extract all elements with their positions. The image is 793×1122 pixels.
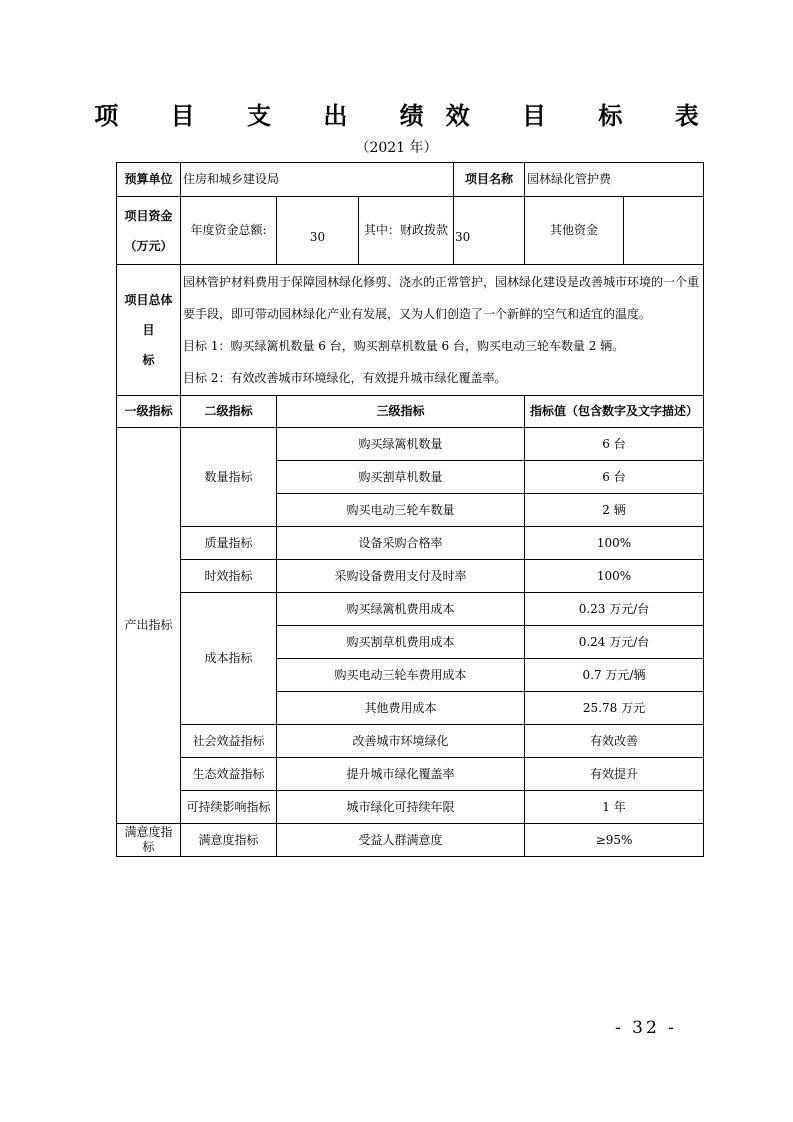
indicator-cell: 购买割草机费用成本 [277,626,525,659]
overall-goal-label-line2: 标 [142,353,155,367]
indicator-cell: 其他费用成本 [277,692,525,725]
group-satisfaction-l1: 满意度指标 [117,824,181,857]
indicator-cell: 采购设备费用支付及时率 [277,560,525,593]
table-row [117,428,704,461]
indicator-cell: 购买绿篱机费用成本 [277,593,525,626]
col-header-level2: 二级指标 [181,396,277,428]
unit-row [117,163,704,197]
performance-target-table [116,162,704,857]
goal-paragraph: 目标 2：有效改善城市环境绿化，有效提升城市绿化覆盖率。 [183,371,507,385]
funds-row [117,197,704,265]
group-social: 社会效益指标 [181,725,277,758]
annual-total-label: 年度资金总额: [181,197,277,265]
indicator-cell: 改善城市环境绿化 [277,725,525,758]
group-sustain: 可持续影响指标 [181,791,277,824]
value-cell: 6 台 [525,461,704,494]
indicator-cell: 购买电动三轮车费用成本 [277,659,525,692]
indicator-cell: 提升城市绿化覆盖率 [277,758,525,791]
other-funds-value [624,197,704,265]
group-quality: 质量指标 [181,527,277,560]
document-title: 项 目 支 出 绩效 目 标 表 [94,101,721,130]
table-row [117,791,704,824]
project-funds-label-line2: （万元） [124,238,173,253]
project-funds-label-line1: 项目资金 [124,208,173,223]
goal-paragraph: 园林管护材料费用于保障园林绿化修剪、浇水的正常管护，园林绿化建设是改善城市环境的一个重要手段，即可带动园林绿化产业有发展，又为人们创造了一个新鲜的空气和适宜的温度。 [183,275,700,321]
table-row [117,593,704,626]
indicator-cell: 购买电动三轮车数量 [277,494,525,527]
overall-goal-text [181,265,704,396]
value-cell: 25.78 万元 [525,692,704,725]
goal-paragraph: 目标 1：购买绿篱机数量 6 台，购买割草机数量 6 台，购买电动三轮车数量 2 辆。 [183,339,625,353]
project-name-label: 项目名称 [454,163,525,197]
project-funds-label [117,197,181,265]
group-satisfaction-l2: 满意度指标 [181,824,277,857]
group-eco: 生态效益指标 [181,758,277,791]
table-row [117,527,704,560]
value-cell: 2 辆 [525,494,704,527]
value-cell: 6 台 [525,428,704,461]
fiscal-allocation-label: 其中：财政拨款 [359,197,454,265]
value-cell: 100% [525,527,704,560]
annual-total-value: 30 [277,197,359,265]
col-header-level1: 一级指标 [117,396,181,428]
indicator-cell: 城市绿化可持续年限 [277,791,525,824]
fiscal-allocation-value: 30 [454,197,525,265]
group-cost: 成本指标 [181,593,277,725]
indicator-cell: 受益人群满意度 [277,824,525,857]
table-row [117,725,704,758]
value-cell: 0.7 万元/辆 [525,659,704,692]
budget-unit-label: 预算单位 [117,163,181,197]
value-cell: ≥95% [525,824,704,857]
page-number: - 32 - [615,1018,677,1038]
project-name-value: 园林绿化管护费 [525,163,704,197]
group-timeliness: 时效指标 [181,560,277,593]
document-year: （2021 年） [355,140,438,156]
goal-row [117,265,704,396]
table-row [117,758,704,791]
indicator-cell: 设备采购合格率 [277,527,525,560]
value-cell: 0.23 万元/台 [525,593,704,626]
table-row [117,824,704,857]
indicator-cell: 购买割草机数量 [277,461,525,494]
indicator-cell: 购买绿篱机数量 [277,428,525,461]
value-cell: 有效改善 [525,725,704,758]
value-cell: 1 年 [525,791,704,824]
other-funds-label: 其他资金 [525,197,624,265]
budget-unit-value: 住房和城乡建设局 [181,163,454,197]
table-row [117,560,704,593]
col-header-level3: 三级指标 [277,396,525,428]
value-cell: 0.24 万元/台 [525,626,704,659]
overall-goal-label [117,265,181,396]
value-cell: 100% [525,560,704,593]
overall-goal-label-line1: 项目总体目 [124,293,173,337]
value-cell: 有效提升 [525,758,704,791]
column-header-row [117,396,704,428]
group-quantity: 数量指标 [181,428,277,527]
col-header-value: 指标值（包含数字及文字描述） [525,396,704,428]
group-output: 产出指标 [117,428,181,824]
